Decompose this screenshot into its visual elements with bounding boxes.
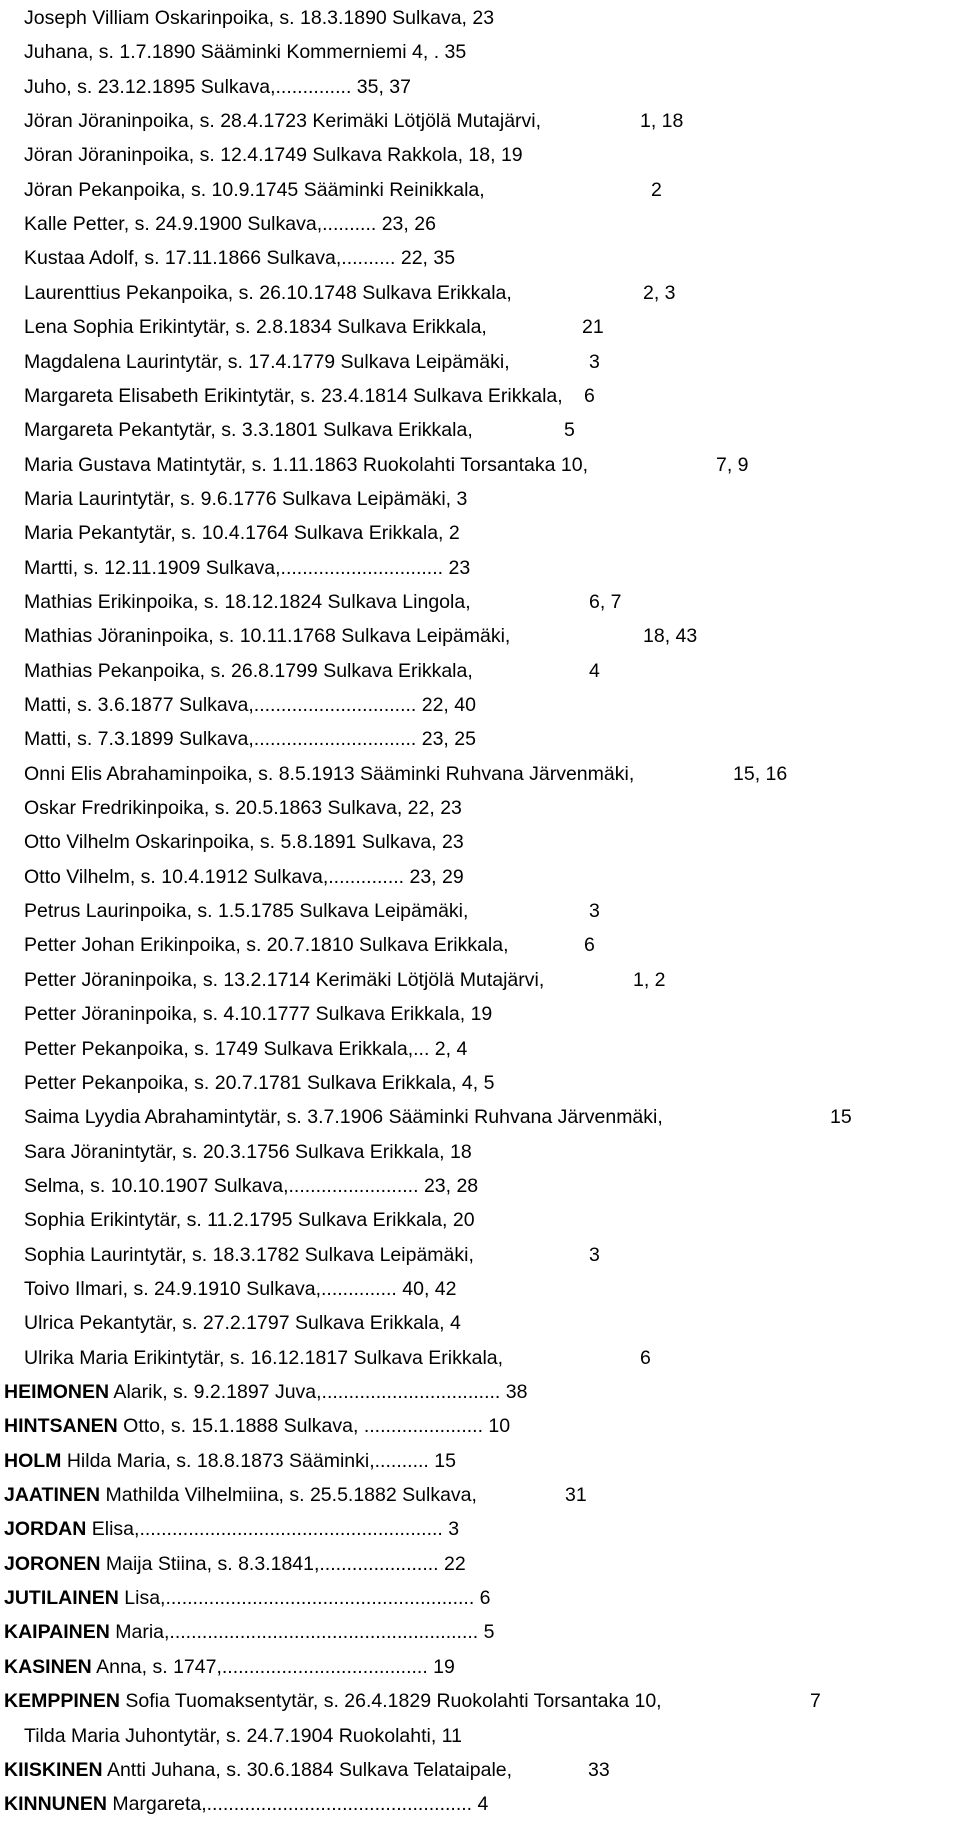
index-entry	[0, 893, 960, 929]
entry-text	[24, 962, 544, 998]
entry-body: Petter Johan Erikinpoika, s. 20.7.1810 Sulkava Erikkala,	[24, 934, 509, 957]
index-entry	[0, 1202, 960, 1238]
entry-surname: KEMPPINEN	[4, 1690, 120, 1713]
entry-page-refs: 7	[810, 1690, 821, 1713]
entry-text	[24, 721, 476, 757]
index-entry	[0, 1443, 960, 1479]
entry-text	[24, 137, 523, 173]
entry-page-refs: 21	[582, 316, 604, 339]
entry-page-refs: 3	[589, 350, 600, 373]
index-entry	[0, 1237, 960, 1273]
index-entry	[0, 927, 960, 963]
entry-body: Mathias Erikinpoika, s. 18.12.1824 Sulkava Lingola,	[24, 590, 471, 613]
entry-body: Toivo Ilmari, s. 24.9.1910 Sulkava,.............. 40, 42	[24, 1277, 457, 1300]
entry-page-refs: 4	[589, 659, 600, 682]
entry-body: Selma, s. 10.10.1907 Sulkava,........................ 23, 28	[24, 1174, 479, 1197]
entry-body: Sophia Laurintytär, s. 18.3.1782 Sulkava Leipämäki,	[24, 1243, 474, 1266]
index-entry	[0, 1099, 960, 1135]
entry-body: Alarik, s. 9.2.1897 Juva,................................. 38	[109, 1381, 528, 1403]
index-entry	[0, 172, 960, 208]
entry-body: Juhana, s. 1.7.1890 Sääminki Kommerniemi 4, . 35	[24, 41, 467, 64]
entry-text	[24, 481, 467, 517]
entry-surname: KINNUNEN	[4, 1793, 107, 1816]
entry-text	[24, 344, 510, 380]
entry-text	[24, 996, 492, 1032]
index-entry	[0, 0, 960, 36]
index-entry	[0, 34, 960, 70]
entry-body: Martti, s. 12.11.1909 Sulkava,.............................. 23	[24, 556, 471, 579]
index-entry	[0, 1752, 960, 1788]
index-entry	[0, 1718, 960, 1754]
entry-text	[24, 1168, 478, 1204]
entry-body: Ulrica Pekantytär, s. 27.2.1797 Sulkava Erikkala, 4	[24, 1312, 461, 1335]
entry-text	[4, 1683, 662, 1719]
entry-surname: HOLM	[4, 1449, 62, 1472]
entry-body: Petter Jöraninpoika, s. 4.10.1777 Sulkava Erikkala, 19	[24, 1003, 493, 1026]
entry-text	[24, 34, 466, 70]
index-entry	[0, 1374, 960, 1410]
entry-page-refs: 6	[584, 384, 595, 407]
entry-text	[24, 1340, 503, 1376]
entry-body: Petter Pekanpoika, s. 1749 Sulkava Erikkala,... 2, 4	[24, 1037, 468, 1060]
entry-text	[24, 69, 411, 105]
entry-text	[24, 1099, 663, 1135]
entry-page-refs: 18, 43	[643, 625, 698, 648]
entry-text	[24, 1237, 474, 1273]
entry-body: Onni Elis Abrahaminpoika, s. 8.5.1913 Sääminki Ruhvana Järvenmäki,	[24, 762, 635, 785]
index-entry	[0, 653, 960, 689]
entry-text	[24, 447, 588, 483]
index-entry	[0, 824, 960, 860]
entry-body: Otto Vilhelm, s. 10.4.1912 Sulkava,.............. 23, 29	[24, 865, 464, 888]
entry-page-refs: 6, 7	[589, 590, 622, 613]
entry-text	[24, 1202, 475, 1238]
entry-page-refs: 2	[651, 178, 662, 201]
index-entry	[0, 481, 960, 517]
index-entry	[0, 1477, 960, 1513]
entry-surname: KASINEN	[4, 1655, 92, 1678]
entry-body: Magdalena Laurintytär, s. 17.4.1779 Sulkava Leipämäki,	[24, 350, 510, 373]
entry-body: Matti, s. 7.3.1899 Sulkava,.............................. 23, 25	[24, 728, 476, 751]
index-entry	[0, 1065, 960, 1101]
index-entry	[0, 515, 960, 551]
entry-text	[24, 893, 468, 929]
entry-text	[24, 515, 460, 551]
entry-body: Sofia Tuomaksentytär, s. 26.4.1829 Ruokolahti Torsantaka 10,	[119, 1690, 662, 1713]
entry-body: Petter Jöraninpoika, s. 13.2.1714 Kerimäki Lötjölä Mutajärvi,	[24, 968, 545, 991]
entry-body: Margareta Pekantytär, s. 3.3.1801 Sulkava Erikkala,	[24, 419, 473, 442]
index-entry	[0, 1614, 960, 1650]
entry-text	[4, 1786, 488, 1822]
entry-body: Laurenttius Pekanpoika, s. 26.10.1748 Sulkava Erikkala,	[24, 281, 512, 304]
entry-text	[24, 412, 473, 448]
entry-body: Margareta Elisabeth Erikintytär, s. 23.4.1814 Sulkava Erikkala,	[24, 384, 563, 407]
entry-text	[24, 1271, 456, 1307]
entry-text	[24, 1065, 494, 1101]
index-entry	[0, 137, 960, 173]
entry-body: Jöran Pekanpoika, s. 10.9.1745 Sääminki Reinikkala,	[24, 178, 485, 201]
entry-text	[24, 240, 455, 276]
index-entry	[0, 69, 960, 105]
entry-text	[24, 378, 563, 414]
index-entry	[0, 1580, 960, 1616]
entry-page-refs: 3	[589, 900, 600, 923]
index-entry	[0, 1134, 960, 1170]
entry-text	[4, 1752, 512, 1788]
entry-page-refs: 7, 9	[716, 453, 749, 476]
entry-body: Margareta,................................................. 4	[106, 1793, 489, 1816]
index-entry	[0, 1305, 960, 1341]
entry-surname: JUTILAINEN	[4, 1587, 119, 1610]
entry-text	[24, 172, 485, 208]
index-entry	[0, 344, 960, 380]
entry-body: Joseph Villiam Oskarinpoika, s. 18.3.1890 Sulkava, 23	[24, 7, 495, 29]
index-entry	[0, 275, 960, 311]
entry-text	[4, 1511, 459, 1547]
entry-body: Lena Sophia Erikintytär, s. 2.8.1834 Sulkava Erikkala,	[24, 316, 487, 339]
entry-text	[24, 309, 487, 345]
index-entry	[0, 309, 960, 345]
index-entry	[0, 859, 960, 895]
index-entry	[0, 206, 960, 242]
entry-text	[24, 790, 462, 826]
entry-body: Tilda Maria Juhontytär, s. 24.7.1904 Ruokolahti, 11	[24, 1724, 462, 1747]
entry-text	[4, 1443, 456, 1479]
entry-body: Lisa,......................................................... 6	[118, 1587, 491, 1610]
entry-text	[24, 927, 509, 963]
entry-text	[24, 206, 436, 242]
entry-body: Maria Gustava Matintytär, s. 1.11.1863 Ruokolahti Torsantaka 10,	[24, 453, 589, 476]
entry-body: Mathias Pekanpoika, s. 26.8.1799 Sulkava Erikkala,	[24, 659, 473, 682]
entry-body: Ulrika Maria Erikintytär, s. 16.12.1817 Sulkava Erikkala,	[24, 1346, 504, 1369]
index-entry	[0, 1168, 960, 1204]
entry-body: Elisa,........................................................ 3	[86, 1518, 460, 1541]
entry-page-refs: 2, 3	[643, 281, 676, 304]
entry-text	[24, 859, 464, 895]
entry-body: Maria Laurintytär, s. 9.6.1776 Sulkava Leipämäki, 3	[24, 487, 468, 510]
entry-text	[4, 1408, 510, 1444]
entry-page-refs: 6	[640, 1346, 651, 1369]
entry-body: Mathias Jöraninpoika, s. 10.11.1768 Sulkava Leipämäki,	[24, 625, 511, 648]
entry-body: Petter Pekanpoika, s. 20.7.1781 Sulkava Erikkala, 4, 5	[24, 1071, 495, 1094]
entry-page-refs: 1, 2	[633, 968, 666, 991]
entry-body: Maria Pekantytär, s. 10.4.1764 Sulkava Erikkala, 2	[24, 522, 460, 545]
index-entry	[0, 996, 960, 1032]
entry-surname: KAIPAINEN	[4, 1621, 110, 1644]
entry-body: Mathilda Vilhelmiina, s. 25.5.1882 Sulkava,	[100, 1484, 477, 1507]
entry-body: Hilda Maria, s. 18.8.1873 Sääminki,.......... 15	[61, 1449, 456, 1472]
index-entry	[0, 1031, 960, 1067]
entry-page-refs: 15, 16	[733, 762, 788, 785]
index-entry	[0, 1511, 960, 1547]
entry-page-refs: 3	[589, 1243, 600, 1266]
entry-surname: JAATINEN	[4, 1484, 101, 1507]
entry-text	[24, 275, 512, 311]
entry-body: Sophia Erikintytär, s. 11.2.1795 Sulkava Erikkala, 20	[24, 1209, 475, 1232]
entry-text	[24, 653, 473, 689]
entry-text	[24, 1134, 472, 1170]
entry-surname: KIISKINEN	[4, 1758, 103, 1781]
entry-text	[24, 584, 471, 620]
entry-text	[4, 1546, 466, 1582]
entry-text	[4, 1477, 477, 1513]
index-entry	[0, 1786, 960, 1822]
entry-text	[24, 1305, 461, 1341]
index-entry	[0, 721, 960, 757]
entry-page-refs: 5	[564, 419, 575, 442]
entry-page-refs: 6	[584, 934, 595, 957]
index-entry	[0, 962, 960, 998]
entry-surname: HINTSANEN	[4, 1415, 118, 1438]
entry-body: Anna, s. 1747,...................................... 19	[91, 1655, 455, 1678]
index-entry	[0, 790, 960, 826]
entry-body: Maria,......................................................... 5	[109, 1621, 495, 1644]
entry-surname: HEIMONEN	[4, 1381, 110, 1403]
entry-body: Kalle Petter, s. 24.9.1900 Sulkava,.......... 23, 26	[24, 213, 436, 236]
entry-text	[4, 1649, 455, 1685]
entry-text	[24, 687, 476, 723]
entry-body: Oskar Fredrikinpoika, s. 20.5.1863 Sulkava, 22, 23	[24, 797, 462, 820]
entry-text	[4, 1614, 494, 1650]
entry-page-refs: 33	[588, 1758, 610, 1781]
entry-text	[4, 1580, 491, 1616]
entry-body: Jöran Jöraninpoika, s. 28.4.1723 Kerimäki Lötjölä Mutajärvi,	[24, 110, 542, 133]
index-entry	[0, 1340, 960, 1376]
entry-page-refs: 15	[830, 1106, 852, 1129]
entry-body: Otto, s. 15.1.1888 Sulkava, ...................... 10	[117, 1415, 511, 1438]
index-entry	[0, 584, 960, 620]
entry-body: Petrus Laurinpoika, s. 1.5.1785 Sulkava Leipämäki,	[24, 900, 469, 923]
index-entry	[0, 756, 960, 792]
entry-body: Matti, s. 3.6.1877 Sulkava,.............................. 22, 40	[24, 694, 476, 716]
entry-surname: JORONEN	[4, 1552, 101, 1575]
entry-text	[4, 1374, 527, 1410]
index-entry	[0, 447, 960, 483]
index-entry	[0, 1408, 960, 1444]
entry-body: Kustaa Adolf, s. 17.11.1866 Sulkava,.......... 22, 35	[24, 247, 456, 270]
entry-body: Juho, s. 23.12.1895 Sulkava,.............. 35, 37	[24, 75, 411, 98]
entry-page-refs: 31	[565, 1484, 587, 1507]
entry-body: Sara Jöranintytär, s. 20.3.1756 Sulkava Erikkala, 18	[24, 1140, 472, 1163]
entry-text	[24, 1031, 467, 1067]
entry-text	[24, 0, 494, 36]
entry-body: Jöran Jöraninpoika, s. 12.4.1749 Sulkava Rakkola, 18, 19	[24, 144, 523, 167]
entry-surname: JORDAN	[4, 1518, 87, 1541]
entry-text	[24, 103, 541, 139]
index-entry	[0, 1546, 960, 1582]
entry-text	[24, 824, 464, 860]
index-entry	[0, 687, 960, 723]
entry-page-refs: 1, 18	[640, 110, 684, 133]
index-entry	[0, 1683, 960, 1719]
entry-text	[24, 1718, 462, 1754]
entry-text	[24, 618, 510, 654]
entry-body: Antti Juhana, s. 30.6.1884 Sulkava Telataipale,	[102, 1758, 513, 1781]
index-entry	[0, 103, 960, 139]
index-entry	[0, 240, 960, 276]
index-entry	[0, 378, 960, 414]
index-entry	[0, 412, 960, 448]
entry-text	[24, 756, 634, 792]
index-entry	[0, 1649, 960, 1685]
entry-body: Saima Lyydia Abrahamintytär, s. 3.7.1906 Sääminki Ruhvana Järvenmäki,	[24, 1106, 663, 1129]
entry-text	[24, 550, 470, 586]
entry-body: Otto Vilhelm Oskarinpoika, s. 5.8.1891 Sulkava, 23	[24, 831, 464, 854]
index-entry	[0, 618, 960, 654]
index-entry	[0, 550, 960, 586]
entry-body: Maija Stiina, s. 8.3.1841,...................... 22	[100, 1552, 466, 1575]
index-entry	[0, 1271, 960, 1307]
